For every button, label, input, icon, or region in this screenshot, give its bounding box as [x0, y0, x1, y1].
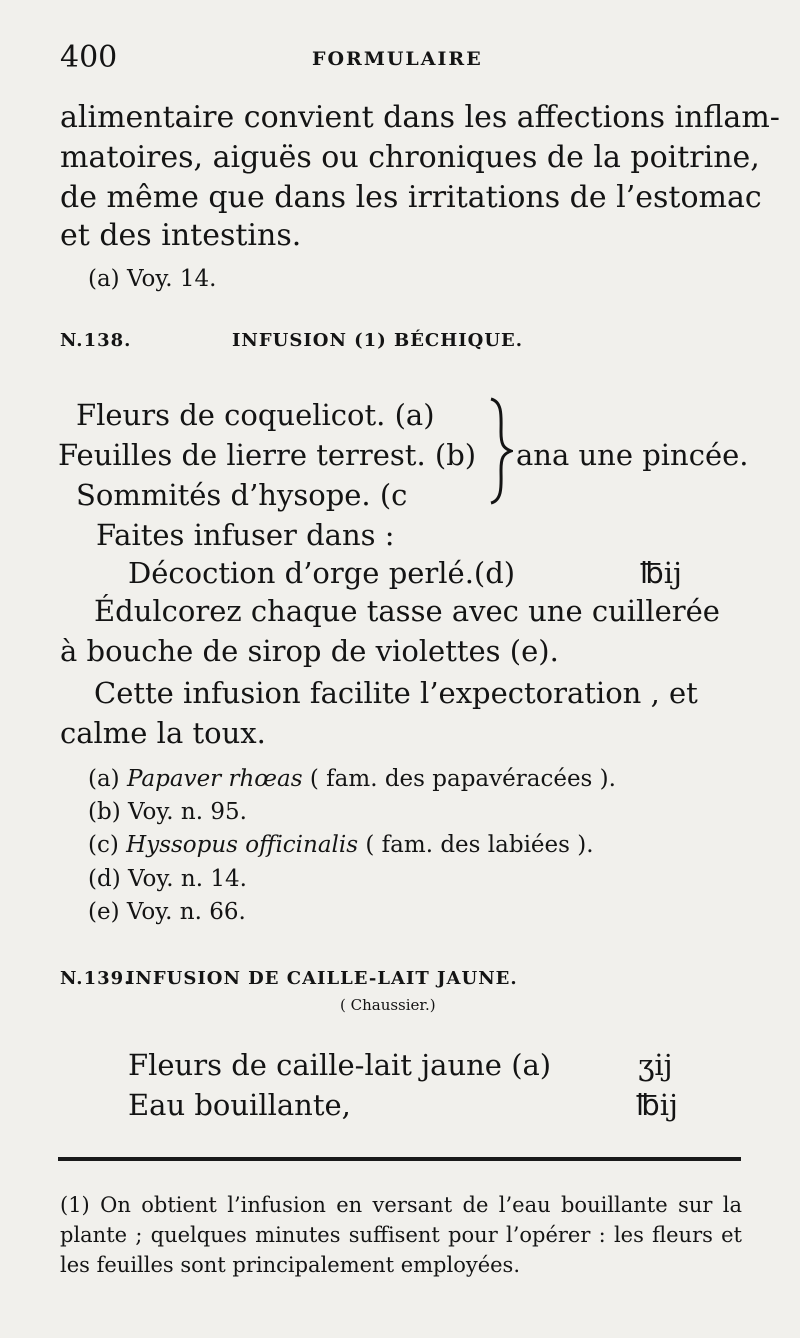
note-italic: Hyssopus officinalis [126, 832, 359, 858]
page-number: 400 [60, 40, 118, 75]
intro-note: (a) Voy. 14. [88, 266, 217, 292]
recipe-title: INFUSION (1) BÉCHIQUE. [232, 330, 524, 351]
note-text: Voy. n. 95. [127, 799, 247, 825]
note-text: Voy. n. 66. [126, 899, 246, 925]
footnote: (1) On obtient l’infusion en versant de l’eau bouillante sur la plante ; quelques minutes suffisent pour l’opérer : les fleurs et les feuilles sont principalement employées. [60, 1193, 742, 1277]
text-line: Cette infusion facilite l’expectoration , et [94, 676, 698, 710]
intro-line: alimentaire convient dans les affections inflam- [60, 100, 780, 135]
ingredient-quantity: ʒij [638, 1048, 673, 1082]
ana-quantity: ana une pincée. [516, 438, 749, 472]
note-text: ( fam. des papavéracées ). [302, 766, 616, 792]
recipe-number: N.139. [60, 968, 132, 989]
note-e [88, 899, 246, 925]
note-b [88, 799, 247, 825]
decoction-quantity: ℔ij [640, 556, 682, 590]
recipe-number: N.138. [60, 330, 132, 351]
footnote-rule [58, 1157, 741, 1161]
note-label: (b) [88, 799, 121, 825]
note-text: Voy. n. 14. [127, 866, 247, 892]
ingredient: Feuilles de lierre terrest. (b) [58, 438, 477, 472]
ingredient: Eau bouillante, [128, 1088, 351, 1122]
text-line: à bouche de sirop de violettes (e). [60, 634, 559, 668]
intro-line: de même que dans les irritations de l’estomac [60, 180, 762, 215]
note-label: (d) [88, 866, 121, 892]
instruction: Faites infuser dans : [96, 518, 395, 552]
note-a [88, 766, 616, 792]
intro-line: et des intestins. [60, 218, 302, 253]
note-label: (a) [88, 766, 120, 792]
note-d [88, 866, 247, 892]
note-c [88, 832, 594, 858]
ingredient: Fleurs de caille-lait jaune (a) [128, 1048, 552, 1082]
text-line: calme la toux. [60, 716, 266, 750]
note-label: (c) [88, 832, 119, 858]
intro-line: matoires, aiguës ou chroniques de la poitrine, [60, 140, 760, 175]
curly-brace [487, 396, 513, 506]
note-text: ( fam. des labiées ). [358, 832, 594, 858]
note-label: (e) [88, 899, 120, 925]
recipe-source: ( Chaussier.) [340, 996, 436, 1014]
ingredient: Sommités d’hysope. (c [76, 478, 408, 512]
ingredient: Fleurs de coquelicot. (a) [76, 398, 435, 432]
ingredient-quantity: ℔ij [636, 1088, 678, 1122]
running-title: FORMULAIRE [312, 48, 483, 70]
decoction: Décoction d’orge perlé.(d) [128, 556, 516, 590]
text-line: Édulcorez chaque tasse avec une cuillerée [94, 594, 720, 628]
note-italic: Papaver rhœas [126, 766, 303, 792]
recipe-title: INFUSION DE CAILLE-LAIT JAUNE. [126, 968, 518, 989]
